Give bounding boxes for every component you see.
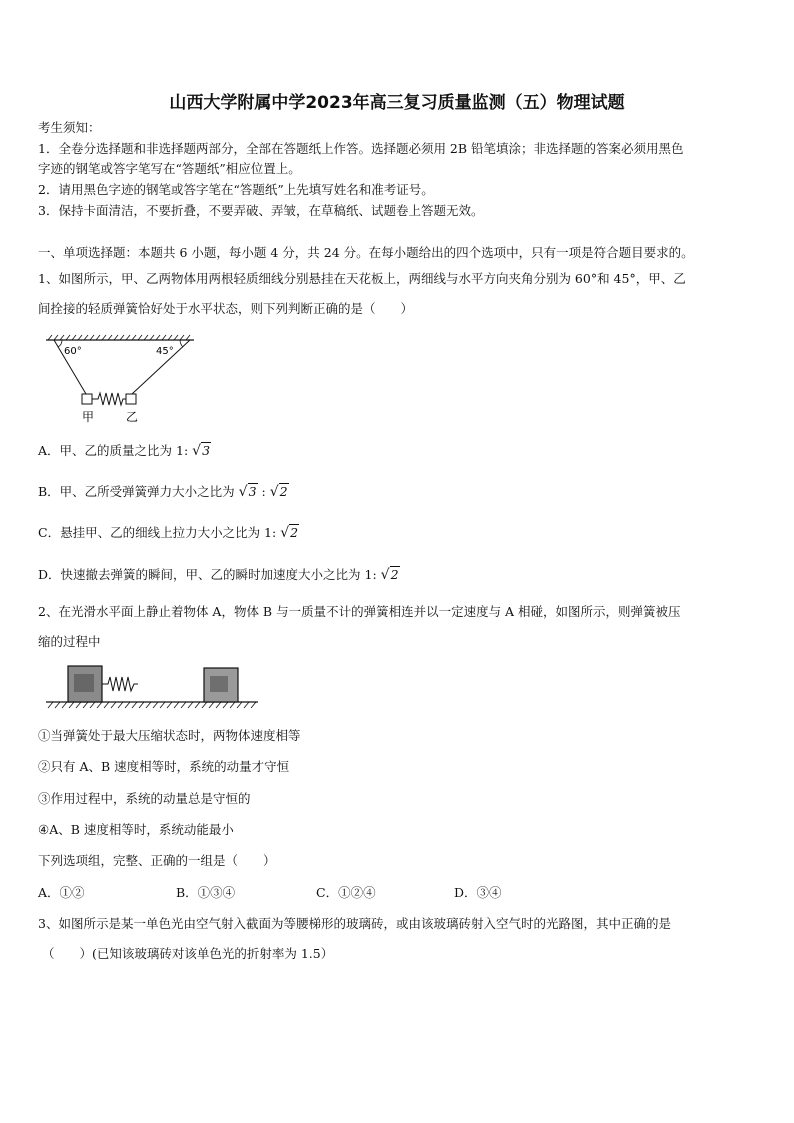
q2-option-b[interactable]: B．①③④ xyxy=(176,885,236,900)
q2-statement-2: ②只有 A、B 速度相等时，系统的动量才守恒 xyxy=(38,759,290,774)
sqrt-symbol: √2 xyxy=(280,525,299,541)
notice-item-2: 2．请用黑色字迹的钢笔或答字笔在“答题纸”上先填写姓名和准考证号。 xyxy=(38,182,434,197)
q2-stem-line-2: 缩的过程中 xyxy=(38,634,101,649)
q1-option-b-text: B．甲、乙所受弹簧弹力大小之比为 xyxy=(38,484,239,499)
label-yi: 乙 xyxy=(126,410,139,424)
q1-option-a-text: A．甲、乙的质量之比为 1: xyxy=(38,443,193,458)
q1-option-d-text: D．快速撤去弹簧的瞬间，甲、乙的瞬时加速度大小之比为 1: xyxy=(38,567,381,582)
q2-option-c[interactable]: C．①②④ xyxy=(316,885,376,900)
q1-option-c[interactable] xyxy=(38,525,299,541)
sqrt-symbol: √3 xyxy=(192,443,211,459)
block-jia xyxy=(82,394,92,404)
q1-option-d[interactable] xyxy=(38,567,400,583)
q1-stem-line-1: 1、如图所示，甲、乙两物体用两根轻质细线分别悬挂在天花板上，两细线与水平方向夹角分别为 60°和 45°，甲、乙 xyxy=(38,271,686,286)
ground-hatch xyxy=(48,702,256,708)
section-1-heading: 一、单项选择题：本题共 6 小题，每小题 4 分，共 24 分。在每小题给出的四个选项中，只有一项是符合题目要求的。 xyxy=(38,245,694,260)
q1-stem-line-2: 间拴接的轻质弹簧恰好处于水平状态，则下列判断正确的是（ ） xyxy=(38,301,414,316)
notice-item-1-line-1: 1．全卷分选择题和非选择题两部分，全部在答题纸上作答。选择题必须用 2B 铅笔填涂；非选择题的答案必须用黑色 xyxy=(38,141,684,156)
notice-heading: 考生须知： xyxy=(38,120,101,135)
q3-stem-line-2: （ ）(已知该玻璃砖对该单色光的折射率为 1.5） xyxy=(42,946,334,961)
notice-item-3: 3．保持卡面清洁，不要折叠，不要弄破、弄皱，在草稿纸、试题卷上答题无效。 xyxy=(38,203,484,218)
radicand: 3 xyxy=(202,443,211,458)
radicand: 2 xyxy=(390,567,399,582)
q3-stem-line-1: 3、如图所示是某一单色光由空气射入截面为等腰梯形的玻璃砖，或由该玻璃砖射入空气时的光路图，其中正确的是 xyxy=(38,916,671,931)
q2-stem-line-1: 2、在光滑水平面上静止着物体 A，物体 B 与一质量不计的弹簧相连并以一定速度与 A 相碰，如图所示，则弹簧被压 xyxy=(38,604,681,619)
label-jia: 甲 xyxy=(82,410,95,424)
block-a-texture xyxy=(210,676,228,692)
q1-figure xyxy=(44,334,202,426)
sqrt-symbol: √2 xyxy=(380,567,399,583)
q2-prompt: 下列选项组，完整、正确的一组是（ ） xyxy=(38,853,276,868)
q2-statement-4: ④A、B 速度相等时，系统动能最小 xyxy=(38,822,234,837)
radicand: 2 xyxy=(279,484,288,499)
q1-option-c-text: C．悬挂甲、乙的细线上拉力大小之比为 1: xyxy=(38,525,281,540)
sqrt-symbol: √2 xyxy=(269,484,288,500)
q2-option-d[interactable]: D．③④ xyxy=(454,885,502,900)
ratio-separator: : xyxy=(257,484,270,499)
q2-figure xyxy=(44,664,262,714)
spring xyxy=(102,677,138,691)
radicand: 2 xyxy=(290,525,299,540)
ceiling-hatch xyxy=(48,335,190,340)
q2-option-a[interactable]: A．①② xyxy=(38,885,85,900)
q2-statement-1: ①当弹簧处于最大压缩状态时，两物体速度相等 xyxy=(38,728,301,743)
q2-statement-3: ③作用过程中，系统的动量总是守恒的 xyxy=(38,791,251,806)
angle-label-right: 45° xyxy=(156,346,174,357)
angle-label-left: 60° xyxy=(64,346,82,357)
sqrt-symbol: √3 xyxy=(238,484,257,500)
angle-arc-right xyxy=(180,340,183,347)
block-b-texture xyxy=(74,674,94,692)
q1-option-a[interactable] xyxy=(38,443,211,459)
radicand: 3 xyxy=(248,484,257,499)
page-title: 山西大学附属中学2023年高三复习质量监测（五）物理试题 xyxy=(169,93,625,113)
angle-arc-left xyxy=(58,340,62,347)
notice-item-1-line-2: 字迹的钢笔或答字笔写在“答题纸”相应位置上。 xyxy=(38,161,301,176)
block-yi xyxy=(126,394,136,404)
spring xyxy=(92,393,126,405)
q1-option-b[interactable] xyxy=(38,484,289,500)
